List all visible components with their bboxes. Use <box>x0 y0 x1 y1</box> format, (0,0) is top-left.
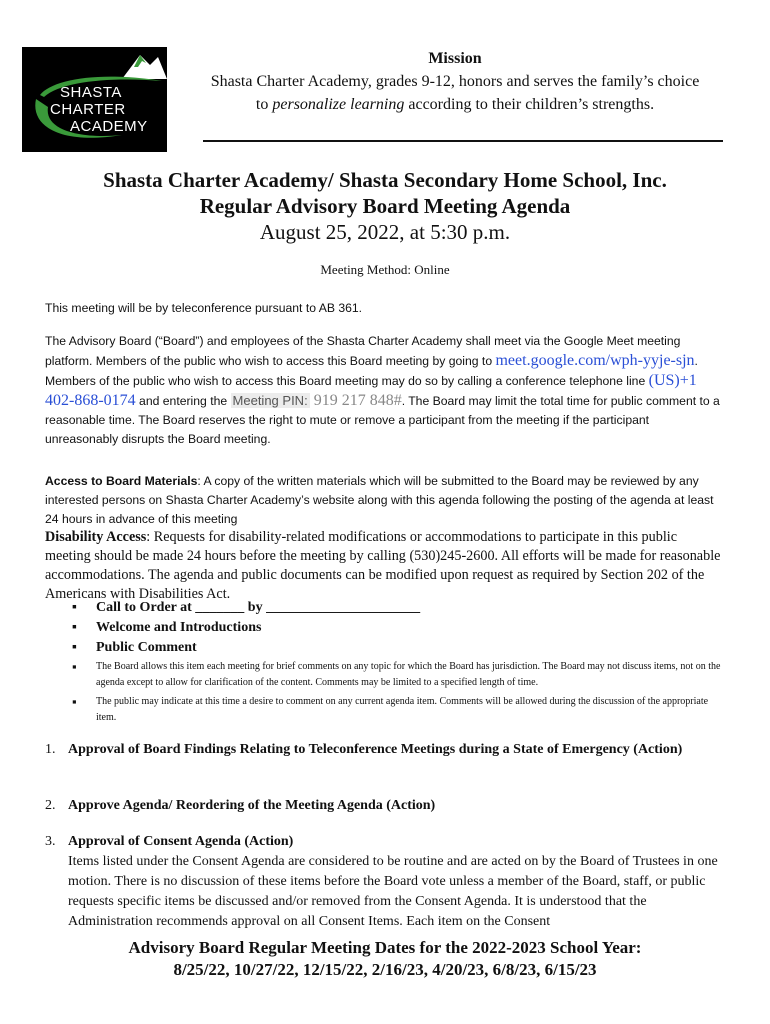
teleconference-notice: This meeting will be by teleconference pursuant to AB 361. <box>45 301 363 315</box>
header-divider <box>203 140 723 142</box>
opening-items-list <box>72 598 722 658</box>
meeting-pin-label: Meeting PIN: <box>232 393 308 408</box>
list-item: ▪ The public may indicate at this time a desire to comment on any current agenda item. Comments will be allowed during the discussion of the appropriate item. <box>72 694 727 726</box>
logo-text-academy: ACADEMY <box>70 118 148 135</box>
mission-emphasis: personalize learning <box>272 96 405 113</box>
agenda-item-title: Approval of Consent Agenda (Action) <box>68 834 294 849</box>
access-materials-paragraph: Access to Board Materials: A copy of the written materials which will be submitted to the Board may be reviewed by any interested persons on Shasta Charter Academy’s website along with this agenda following the posting of the agenda at least 24 hours in advance of this meeting <box>45 474 714 526</box>
meeting-dates-footer <box>30 937 740 981</box>
agenda-item-description: Items listed under the Consent Agenda are considered to be routine and are acted on by the Board of Trustees in one motion. There is no discussion of these items before the Board vote unless a member of the Board, staff, or public requests specific items be discussed and/or removed from the Consent Agenda. It is understood that the Administration recommends approval on all Consent Items. Each item on the Consent <box>68 854 718 929</box>
title-agenda: Regular Advisory Board Meeting Agenda <box>199 194 571 218</box>
document-title <box>30 167 740 245</box>
phone-link[interactable]: (US)+1 402-868-0174 <box>45 372 697 409</box>
agenda-item-title: Approve Agenda/ Reordering of the Meeting Agenda (Action) <box>68 798 436 813</box>
mission-line-1: Shasta Charter Academy, grades 9-12, honors and serves the family’s choice <box>210 73 700 90</box>
title-organization: Shasta Charter Academy/ Shasta Secondary Home School, Inc. <box>103 168 667 192</box>
logo-text-charter: CHARTER <box>50 101 126 118</box>
agenda-item-3: 3. Approval of Consent Agenda (Action) Items listed under the Consent Agenda are considered to be routine and are acted on by the Board of Trustees in one motion. There is no discussion of these items before the Board vote unless a member of the Board, staff, or public requests specific items be discussed and/or removed from the Consent Agenda. It is understood that the Administration recommends approval on all Consent Items. Each item on the Consent <box>45 832 725 932</box>
list-item: ▪ The Board allows this item each meeting for brief comments on any topic for which the Board has jurisdiction. The Board may not discuss items, not on the agenda except to allow for clarification of the content. Comments may be limited to a specified length of time. <box>72 659 727 691</box>
agenda-item-1: 1. Approval of Board Findings Relating to Teleconference Meetings during a State of Emergency (Action) <box>45 740 725 760</box>
school-logo <box>22 47 167 152</box>
list-item: ▪ Welcome and Introductions <box>72 618 722 638</box>
list-item: ▪ Public Comment <box>72 638 722 658</box>
disability-access-paragraph: Disability Access: Requests for disability-related modifications or accommodations to participate in this public meeting should be made 24 hours before the meeting by calling (530)245-2600. All efforts will be made for reasonable accommodations. The agenda and public documents can be modified upon request as required by Section 202 of the Americans with Disabilities Act. <box>45 529 721 602</box>
mission-line-2: to personalize learning according to their children’s strengths. <box>255 96 655 113</box>
access-paragraph: The Advisory Board (“Board”) and employees of the Shasta Charter Academy shall meet via the Google Meet meeting platform. Members of the public who wish to access this Board meeting by going to meet.google.com/wph-yyje-sjn. Members of the public who wish to access this Board meeting may do so by calling a conference telephone line (US)+1 402-868-0174 and entering the Meeting PIN: 919 217 848#. The Board may limit the total time for public comment to a reasonable time. The Board reserves the right to mute or remove a participant from the meeting if the participant unreasonably disrupts the Board meeting. <box>45 334 720 446</box>
agenda-item-2: 2. Approve Agenda/ Reordering of the Meeting Agenda (Action) <box>45 796 725 816</box>
list-item: ▪ Call to Order at _______ by ______________________ <box>72 598 722 618</box>
title-date: August 25, 2022, at 5:30 p.m. <box>259 220 511 244</box>
meeting-pin-number: 919 217 848# <box>309 392 402 409</box>
meet-link[interactable]: meet.google.com/wph-yyje-sjn <box>495 352 695 369</box>
agenda-item-title: Approval of Board Findings Relating to Teleconference Meetings during a State of Emergency (Action) <box>68 742 683 757</box>
logo-text-shasta: SHASTA <box>60 84 122 101</box>
disability-access-label: Disability Access <box>45 529 147 545</box>
meeting-method: Meeting Method: Online <box>320 262 450 277</box>
mission-title: Mission <box>428 50 482 67</box>
footer-dates: 8/25/22, 10/27/22, 12/15/22, 2/16/23, 4/20/23, 6/8/23, 6/15/23 <box>173 960 597 979</box>
public-comment-notes <box>72 659 727 726</box>
footer-heading: Advisory Board Regular Meeting Dates for the 2022-2023 School Year: <box>128 938 642 957</box>
access-materials-label: Access to Board Materials <box>45 474 198 488</box>
mission-block <box>175 47 735 116</box>
